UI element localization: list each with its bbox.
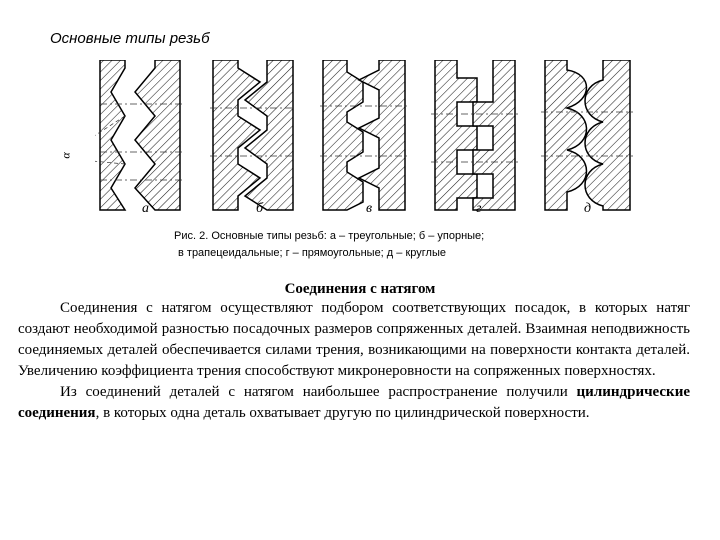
- paragraph-2-start: Из соединений деталей с натягом наибольшее распространение получили: [60, 384, 577, 400]
- thread-g-rectangular: [431, 60, 519, 210]
- paragraph-2: [18, 382, 690, 424]
- label-d: д: [584, 201, 592, 216]
- angle-label: α: [58, 152, 73, 159]
- page-title: Основные типы резьб: [50, 30, 210, 47]
- label-b: б: [256, 201, 264, 216]
- paragraph-1: Соединения с натягом осуществляют подбором соответствующих посадок, в которых натяг создают необходимой разностью посадочных размеров сопряженных деталей. Взаимная неподвижность соединяемых деталей обеспечивается силами трения, возникающими на поверхности контакта деталей. Увеличению коэффициента трения способствуют микронеровности на сопряженных поверхностях.: [18, 300, 690, 379]
- caption-line-1: Рис. 2. Основные типы резьб: а – треугольные; б – упорные;: [174, 230, 485, 242]
- figure-caption: [174, 228, 594, 262]
- body-text: [18, 298, 690, 424]
- paragraph-2-end: , в которых одна деталь охватывает другую по цилиндрической поверхности.: [95, 405, 590, 421]
- label-g: г: [476, 201, 482, 216]
- thread-types-figure: [58, 60, 655, 225]
- label-v: в: [366, 201, 373, 216]
- thread-v-trapezoidal: [320, 60, 407, 210]
- section-heading: Соединения с натягом: [284, 281, 436, 297]
- thread-a-triangular: [95, 60, 185, 210]
- thread-b-buttress: [210, 60, 295, 210]
- paragraph-2-bold: цилиндрические соединения: [18, 384, 690, 421]
- thread-drawings: [95, 60, 655, 225]
- label-a: а: [142, 201, 149, 216]
- thread-d-round: [541, 60, 633, 210]
- caption-line-2: в трапецеидальные; г – прямоугольные; д – круглые: [178, 247, 446, 259]
